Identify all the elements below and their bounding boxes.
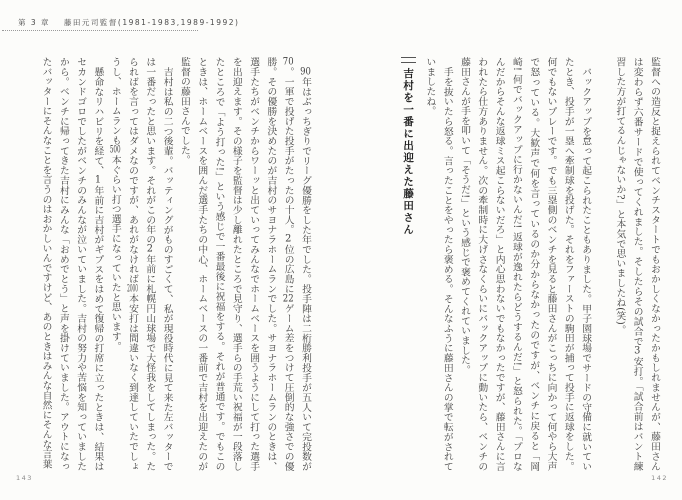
paragraph: 吉村は私の二つ後輩。バッティングがものすごくて、私が現役時代に見て来た左バッターでは一番だったと思います。それがこの年の2年前に札幌円山球場で大怪我をしてしまった。たらればを言ってはダメなのですが、あれがなければ2000本安打は間違いなく到達していたでしょうし、ホームランも500本ぐらい打つ選手になっていたと思います。	[109, 57, 173, 471]
header-dotted-rule	[2, 30, 198, 31]
paragraph: バックアップを怠って起こられたこともありました。甲子園球場でサードの守備に就いていたとき、投手が一塁へ牽制球を投げた。それをファーストの駒田が捕って投手に返球をした。何でもないプレーです。でも三塁側のベンチを見ると藤田さんがこっちに向かって何やら大声で怒っている。大歓声で何を言っているのか分からなかったのですが、ベンチに戻ると「岡崎! 何でバックアップに行かないんだ! 返球が逸れたらどうするんだ!」と怒られた。「プロなんだからそんな返球ミス起こらないだろ」と内心思わないでもなかったですが、藤田さんに言われたら仕方ありません。次の牽制時に大げさなくらいにバックアップに動いたら、ベンチの藤田さんが手を叩いて「そうだ!」という感じで褒めてくれていました。	[459, 57, 592, 471]
right-page-text	[401, 57, 663, 471]
page-number-143: 143	[16, 474, 33, 482]
left-page-text	[36, 57, 314, 471]
double-line-ornament	[401, 57, 416, 63]
paragraph: 監督への造反と捉えられてベンチスタートでもおかしくなかったかもしれませんが、藤田さんは変わらず六番サードで使ってくれました。そしたらその試合で3安打。「試合前はバント練習した方が打てるんじゃないか?」と本気で思いましたね(笑)。	[614, 57, 660, 471]
section-heading	[401, 57, 417, 471]
section-heading-label: 吉村を一番に出迎えた藤田さん	[402, 68, 415, 236]
page-number-142: 142	[651, 474, 668, 482]
chapter-title: 藤田元司監督(1981-1983,1989-1992)	[63, 18, 240, 27]
paragraph: 90年はぶっちぎりでリーグ優勝をした年でした。投手陣は二桁勝利投手が五人いて完投数が70。一軍で投げた投手がたったの十人。2位の広島に22ゲーム差をつけて圧倒的な強さでの優勝。その優勝を決めたのが吉村のサヨナラホームランでした。サヨナラホームランのときは、選手たちがベンチからワーッと出ていってみんなでホームベースを囲うようにして打った選手を出迎えます。その様子を監督は少し離れたところで見守り、選手らの手荒い祝福が一段落したところで「よう打った!」という感じで一番最後に祝福をする。それが普通です。でもこのときは、ホームベースを囲んだ選手たちの中心、ホームベースの一番前で吉村を出迎えたのが監督の藤田さんでした。	[178, 57, 311, 471]
paragraph: 手を抜いたら怒る。言ったことをやったら褒める。そんなふうに藤田さんの掌で転がされていましたね。	[424, 57, 453, 471]
chapter-header	[18, 17, 239, 28]
paragraph: 懸命なリハビリを経て、1年前に吉村がギプスをはめて復帰の打席に立ったときは、結果はセカンドゴロでしたがベンチのみんなが泣いていました。吉村の努力や苦悩を知っていましたから。ベンチに帰ってきた吉村にみんな「おめでとう」と声を掛けていました。アウトになったバッターにそんなことを言うのはおかしいんですけど、あのときはみんな自然にそんな言葉	[40, 57, 104, 471]
chapter-number: 第 3 章	[18, 18, 51, 27]
